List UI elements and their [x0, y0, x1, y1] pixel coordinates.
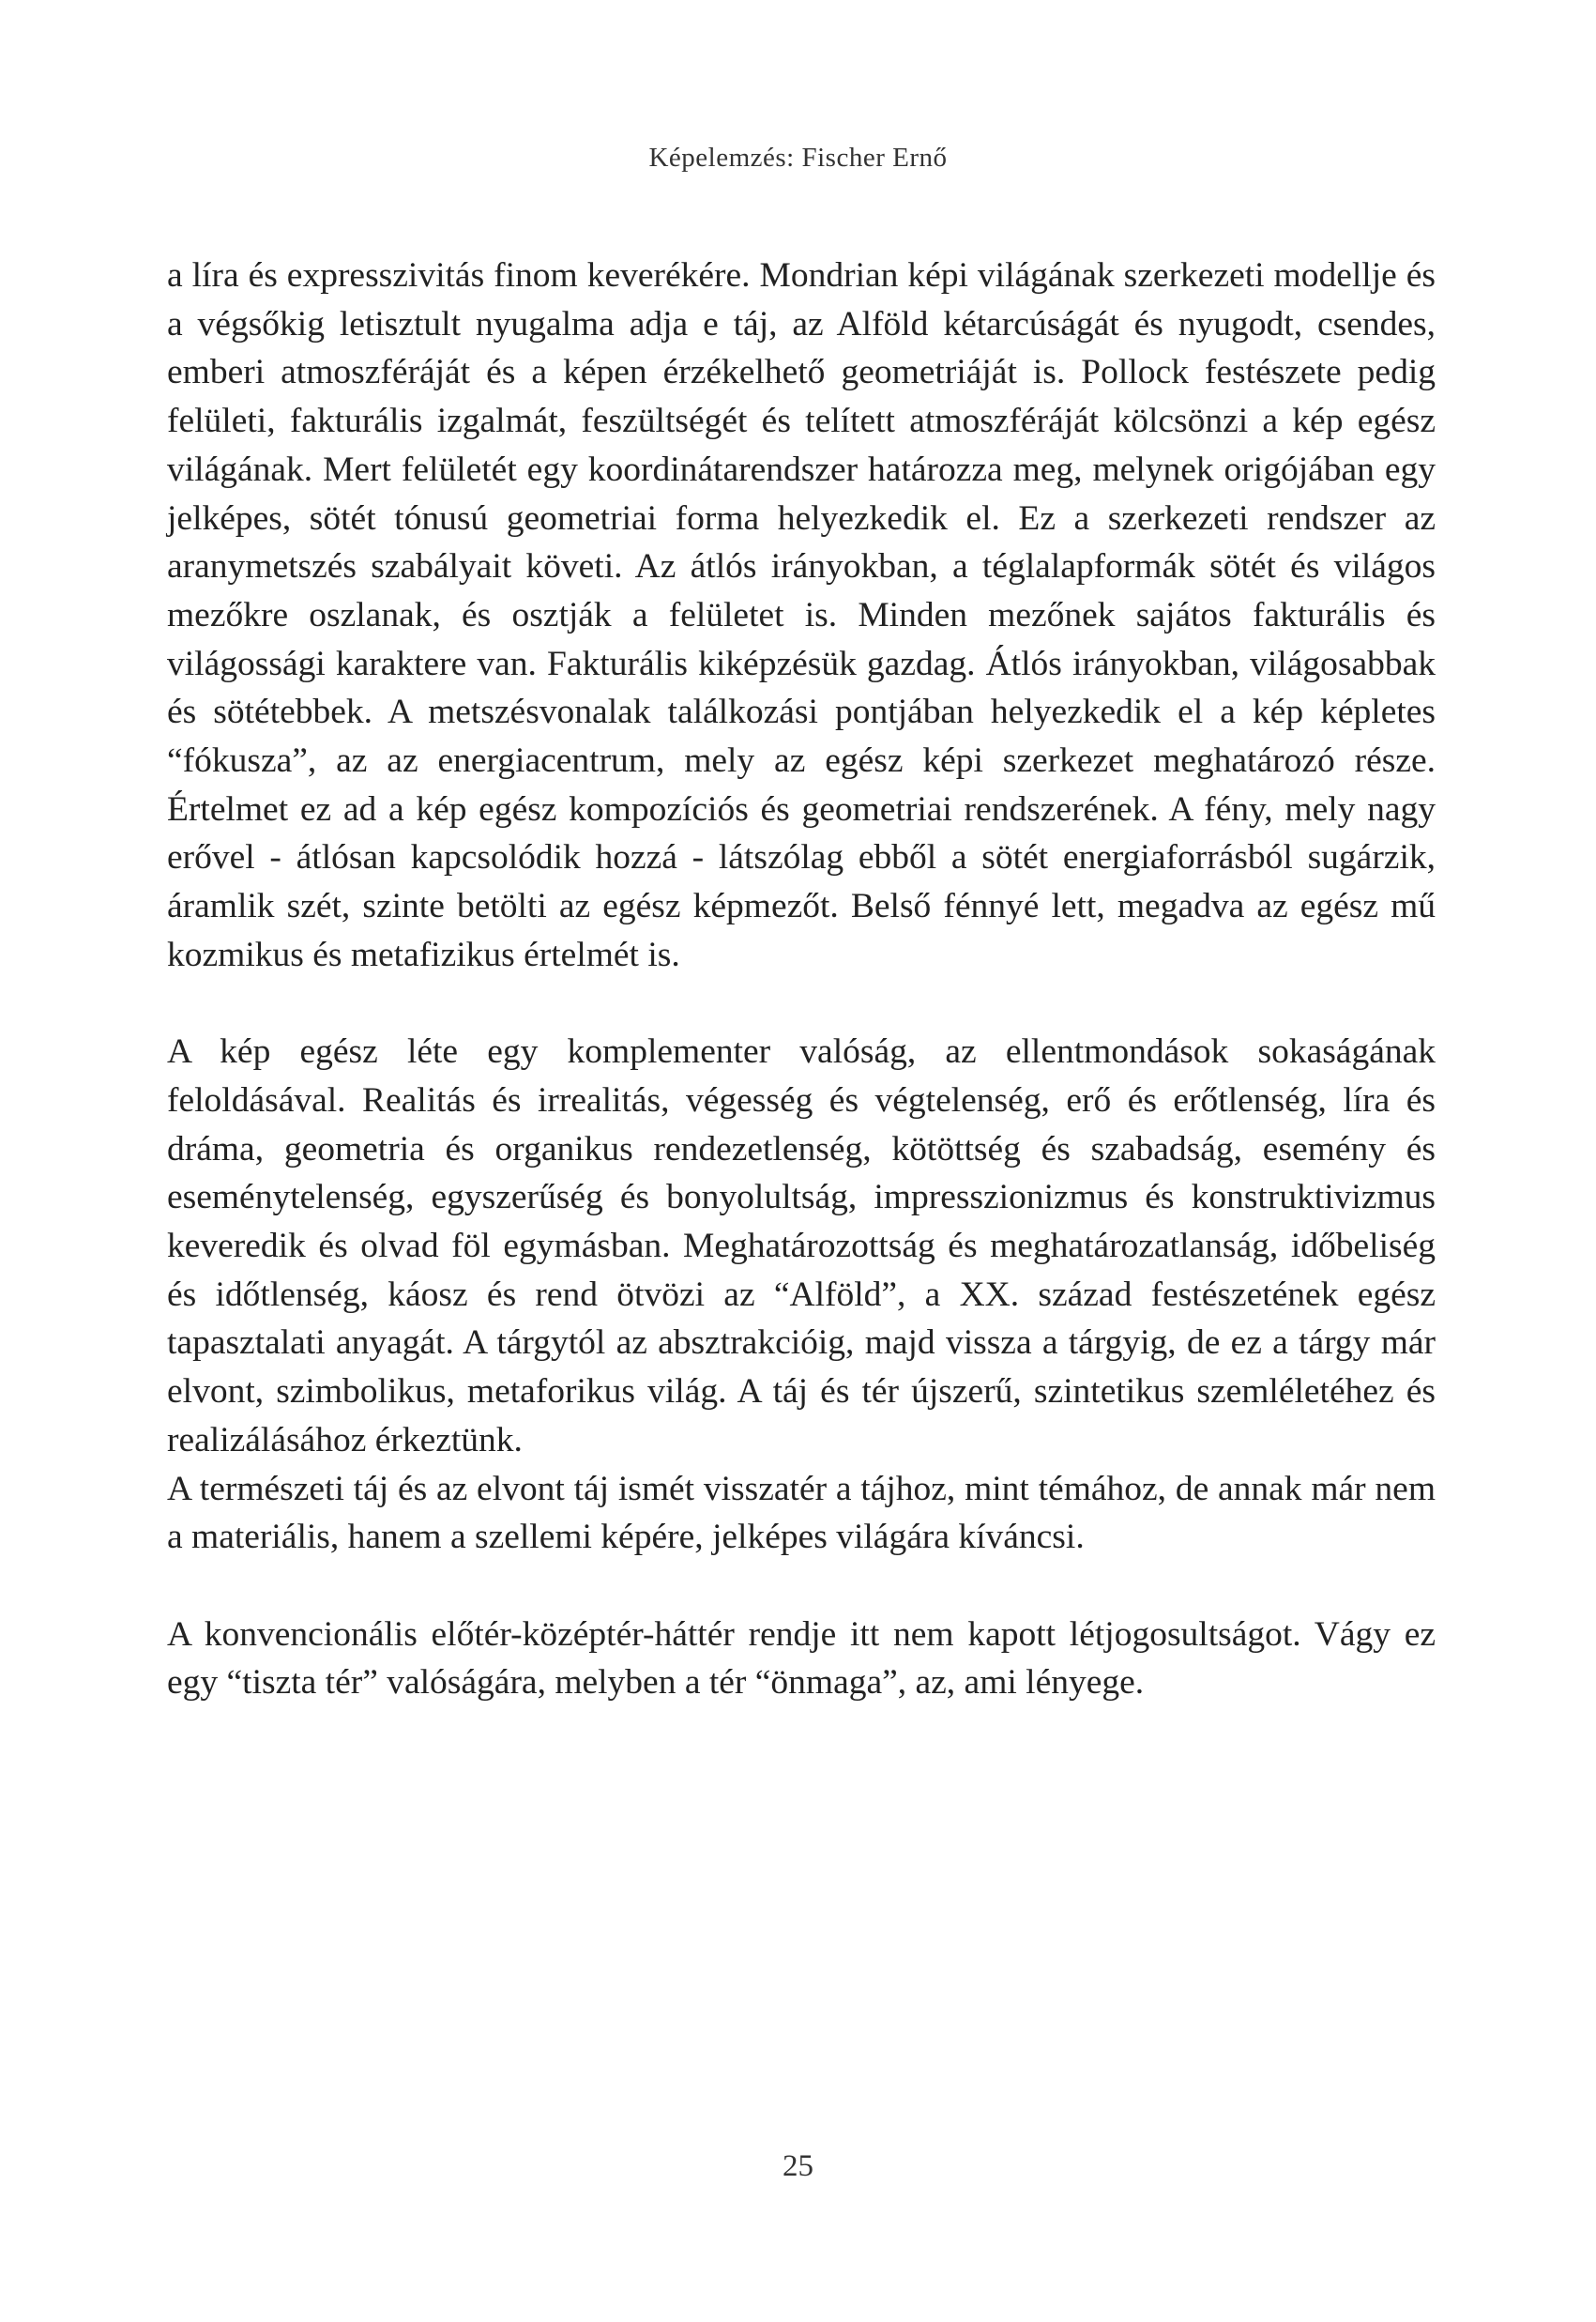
running-header: Képelemzés: Fischer Ernő: [648, 143, 948, 173]
page-number: 25: [783, 2149, 813, 2183]
body-text: [167, 252, 1436, 1707]
paragraph-1: a líra és expresszivitás finom keverékére. Mondrian képi világának szerkezeti modellje és a végsőkig letisztult nyugalma adja e táj, az Alföld kétarcúságát és nyugodt, csendes, emberi atmoszféráját és a képen érzékelhető geometriáját is. Pollock festészete pedig felületi, fakturális izgalmát, feszültségét és telített atmoszféráját kölcsönzi a kép egész világának. Mert felületét egy koordinátarendszer határozza meg, melynek origójában egy jelképes, sötét tónusú geometriai forma helyezkedik el. Ez a szerkezeti rendszer az aranymetszés szabályait követi. Az átlós irányokban, a téglalapformák sötét és világos mezőkre oszlanak, és osztják a felületet is. Minden mezőnek sajátos fakturális és világossági karaktere van. Fakturális kiképzésük gazdag. Átlós irányokban, világosabbak és sötétebbek. A metszésvonalak találkozási pontjában helyezkedik el a kép képletes “fókusza”, az az energiacentrum, mely az egész képi szerkezet meghatározó része. Értelmet ez ad a kép egész kompozíciós és geometriai rendszerének. A fény, mely nagy erővel - átlósan kapcsolódik hozzá - látszólag ebből a sötét energiaforrásból sugárzik, áramlik szét, szinte betölti az egész képmezőt. Belső fénnyé lett, megadva az egész mű kozmikus és metafizikus értelmét is.: [167, 256, 1436, 974]
paragraph-3: A természeti táj és az elvont táj ismét visszatér a tájhoz, mint témához, de annak már nem a materiális, hanem a szellemi képére, jelképes világára kíváncsi.: [167, 1469, 1436, 1557]
paragraph-4: A konvencionális előtér-középtér-háttér rendje itt nem kapott létjogosultságot. Vágy ez egy “tiszta tér” valóságára, melyben a tér “önmaga”, az, ami lényege.: [167, 1614, 1436, 1703]
paragraph-2: A kép egész léte egy komplementer valóság, az ellentmondások sokaságának feloldásával. Realitás és irrealitás, végesség és végtelenség, erő és erőtlenség, líra és dráma, geometria és organikus rendezetlenség, kötöttség és szabadság, esemény és eseménytelenség, egyszerűség és bonyolultság, impresszionizmus és konstruktivizmus keveredik és olvad föl egymásban. Meghatározottság és meghatározatlanság, időbeliség és időtlenség, káosz és rend ötvözi az “Alföld”, a XX. század festészetének egész tapasztalati anyagát. A tárgytól az absztrakcióig, majd vissza a tárgyig, de ez a tárgy már elvont, szimbolikus, metaforikus világ. A táj és tér újszerű, szintetikus szemléletéhez és realizálásához érkeztünk.: [167, 1032, 1436, 1459]
